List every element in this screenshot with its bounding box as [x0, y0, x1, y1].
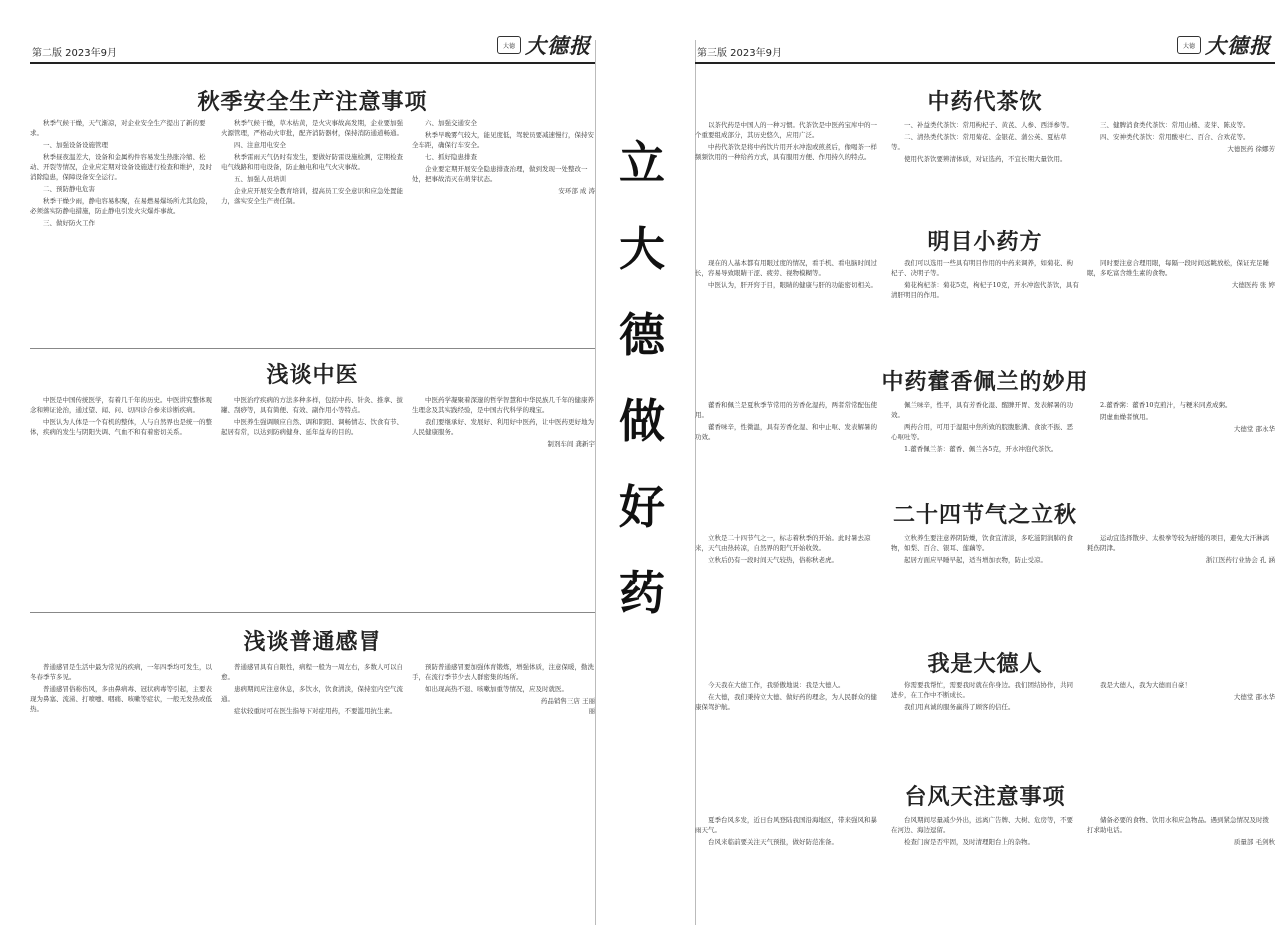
- left-page-header: [30, 34, 595, 64]
- slogan-char: 立: [619, 136, 665, 190]
- brand-logo-icon: 大德: [1177, 36, 1201, 54]
- left-page: [30, 34, 595, 925]
- slogan-char: 好: [619, 480, 665, 534]
- page-info: 第三版 2023年9月: [697, 48, 782, 59]
- article-column: [695, 815, 883, 920]
- paragraph: 普通感冒具有自限性，病程一般为一周左右，多数人可以自愈。: [221, 663, 403, 681]
- paragraph: 二、清热类代茶饮：常用菊花、金银花、蒲公英、夏枯草等。: [891, 133, 1067, 151]
- byline: 大德医药 徐娜芳: [1227, 145, 1275, 153]
- article-column: [695, 533, 883, 651]
- paragraph: 佩兰味辛，性平，具有芳香化湿、醒脾开胃、发表解暑的功效。: [891, 401, 1073, 419]
- paragraph: 你需要我帮忙，需要我时就在你身边。我们团结协作，共同进步，在工作中不断成长。: [891, 681, 1073, 699]
- page-info: 第二版 2023年9月: [32, 48, 117, 59]
- article-body: [695, 815, 1275, 920]
- paragraph: 藿香味辛，性微温，具有芳香化湿、和中止呕、发表解暑的功效。: [695, 423, 877, 441]
- paragraph: 储备必要的食物、饮用水和应急物品。遇到紧急情况及时拨打求助电话。: [1087, 816, 1269, 834]
- paragraph: 同时要注意合理用眼，每隔一段时间远眺放松，保证充足睡眠，多吃富含维生素的食物。: [1087, 259, 1269, 277]
- byline: 丽: [588, 707, 595, 715]
- slogan-char: 德: [619, 308, 665, 362]
- paragraph: 四、注意用电安全: [234, 141, 286, 149]
- byline: 药品销售三店 王丽: [540, 697, 595, 705]
- slogan-char: 大: [619, 222, 665, 276]
- paragraph: 企业要定期开展安全隐患排查治理，做到发现一处整改一处，把事故消灭在萌芽状态。: [412, 165, 588, 183]
- right-page-header: [695, 34, 1275, 64]
- paragraph: 普通感冒是生活中最为常见的疾病，一年四季均可发生，以冬春季节多见。: [30, 663, 212, 681]
- center-slogan: [612, 120, 672, 636]
- paragraph: 普通感冒俗称伤风，多由鼻病毒、冠状病毒等引起，主要表现为鼻塞、流涕、打喷嚏、咽痛、咳嗽等症状，一般无发热或低热。: [30, 685, 212, 713]
- paragraph: 预防普通感冒要加强体育锻炼，增强体质，注意保暖，勤洗手，在流行季节少去人群密集的场所。: [412, 663, 594, 681]
- section-divider: [30, 612, 595, 613]
- article-body: [695, 533, 1275, 651]
- article-column: [30, 662, 213, 917]
- paragraph: 如出现高热不退、咳嗽加重等情况，应及时就医。: [425, 685, 568, 693]
- paragraph: 2.藿香粥：藿香10克煎汁，与粳米同煮成粥。: [1100, 401, 1232, 409]
- article-body: [695, 258, 1275, 368]
- brand-name: 大德报: [1205, 34, 1271, 58]
- paragraph: 秋季干燥少雨，静电容易积聚，在易燃易爆场所尤其危险，必须落实防静电措施，防止静电引发火灾爆炸事故。: [30, 197, 212, 215]
- paragraph: 1.藿香佩兰茶：藿香、佩兰各5克，开水冲泡代茶饮。: [904, 445, 1058, 453]
- article-column: [30, 395, 213, 640]
- article-title: 中药代茶饮: [927, 90, 1043, 115]
- article-column: [412, 662, 595, 917]
- paragraph: 患病期间应注意休息，多饮水，饮食清淡，保持室内空气流通。: [221, 685, 403, 703]
- paragraph: 三、做好防火工作: [43, 219, 95, 227]
- paragraph: 秋季早晚雾气较大，能见度低，驾驶员要减速慢行，保持安全车距，确保行车安全。: [412, 131, 594, 149]
- slogan-char: 药: [619, 566, 665, 620]
- paragraph: 秋季气候干燥，草木枯黄，是火灾事故高发期，企业要加强火源管理，严格动火审批，配齐消防器材，保持消防通道畅通。: [221, 119, 403, 137]
- paragraph: 一、加强设备设施管理: [43, 141, 108, 149]
- paragraph: 今天我在大德工作，我骄傲地说：我是大德人。: [708, 681, 845, 689]
- paragraph: 台风期间尽量减少外出，远离广告牌、大树、危房等，不要在河边、海边逗留。: [891, 816, 1073, 834]
- article-title: 明目小药方: [927, 230, 1043, 255]
- paragraph: 以茶代药是中国人的一种习惯。代茶饮是中医药宝库中的一个重要组成部分，其历史悠久，应用广泛。: [695, 121, 877, 139]
- paragraph: 秋季雷雨天气仍时有发生，要做好防雷设施检测，定期检查电气线路和用电设备，防止触电和电气火灾事故。: [221, 153, 403, 171]
- paragraph: 症状较重时可在医生指导下对症用药，不要滥用抗生素。: [234, 707, 397, 715]
- article-column: [1087, 680, 1275, 775]
- paragraph: 夏季台风多发，近日台风登陆我国沿海地区，带来强风和暴雨天气。: [695, 816, 877, 834]
- article-column: [412, 118, 595, 380]
- article-body: [30, 118, 595, 380]
- article-title: 二十四节气之立秋: [892, 503, 1077, 528]
- paragraph: 三、健脾消食类代茶饮：常用山楂、麦芽、陈皮等。: [1100, 121, 1250, 129]
- paragraph: 我们可以选用一些具有明目作用的中药来调养，如菊花、枸杞子、决明子等。: [891, 259, 1073, 277]
- paragraph: 立秋是二十四节气之一，标志着秋季的开始。此时暑去凉来，天气由热转凉，自然界的阳气开始收敛。: [695, 534, 871, 552]
- article-body: [695, 680, 1275, 775]
- paragraph: 五、加强人员培训: [234, 175, 286, 183]
- byline: 大德堂 邵永华: [1233, 425, 1275, 433]
- paragraph: 立秋养生要注意养阴防燥，饮食宜清淡，多吃滋阴润肺的食物，如梨、百合、银耳、莲藕等。: [891, 534, 1073, 552]
- article-column: [695, 258, 883, 368]
- article-column: [695, 680, 883, 775]
- article-column: [221, 118, 404, 380]
- byline: 制剂车间 龚新宇: [547, 440, 595, 448]
- article-column: [1087, 400, 1275, 500]
- newspaper-brand: [1177, 30, 1271, 60]
- paragraph: 两药合用，可用于湿阻中焦所致的脘腹胀满、食欲不振、恶心呕吐等。: [891, 423, 1073, 441]
- paragraph: 中医药学凝聚着深邃的哲学智慧和中华民族几千年的健康养生理念及其实践经验，是中国古代科学的瑰宝。: [412, 396, 594, 414]
- paragraph: 秋季气候干燥，天气渐凉，对企业安全生产提出了新的要求。: [30, 119, 206, 137]
- paragraph: 现在的人基本都有用眼过度的情况，看手机、看电脑时间过长，容易导致眼睛干涩、疲劳、视物模糊等。: [695, 259, 877, 277]
- byline: 大德医药 张 婷: [1231, 281, 1275, 289]
- article-title: 秋季安全生产注意事项: [197, 90, 428, 115]
- paragraph: 台风来临前要关注天气预报，做好防范准备。: [708, 838, 838, 846]
- left-page-edge: [595, 40, 596, 925]
- paragraph: 阴虚血燥者慎用。: [1100, 413, 1152, 421]
- article-title: 浅谈普通感冒: [243, 630, 382, 655]
- byline: 浙江医药行业协会 孔 涵: [1205, 556, 1275, 564]
- article-column: [695, 400, 883, 500]
- article-column: [891, 533, 1079, 651]
- newspaper-brand: [497, 30, 591, 60]
- paragraph: 秋季昼夜温差大，设备和金属构件容易发生热胀冷缩、松动、开裂等情况，企业应定期对设备设施进行检查和维护，及时消除隐患，保障设备安全运行。: [30, 153, 212, 181]
- article-column: [412, 395, 595, 640]
- paragraph: 中医养生强调顺应自然、调和阴阳、调畅情志、饮食有节、起居有常，以达到防病健身、延年益寿的目的。: [221, 418, 403, 436]
- paragraph: 我们要继承好、发展好、利用好中医药，让中医药更好地为人民健康服务。: [412, 418, 594, 436]
- paragraph: 企业应开展安全教育培训，提高员工安全意识和应急处置能力，落实安全生产责任制。: [221, 187, 403, 205]
- paragraph: 七、抓好隐患排查: [425, 153, 477, 161]
- paragraph: 中医认为人体是一个有机的整体，人与自然界也是统一的整体，疾病的发生与阴阳失调、气血不和有着密切关系。: [30, 418, 212, 436]
- byline: 大德堂 邵永华: [1233, 693, 1275, 701]
- right-page: [695, 34, 1275, 925]
- paragraph: 中药代茶饮是将中药饮片用开水冲泡或煎煮后，像喝茶一样频频饮用的一种给药方式，具有服用方便、作用持久的特点。: [695, 143, 877, 161]
- article-column: [1087, 258, 1275, 368]
- paragraph: 检查门窗是否牢固，及时清理阳台上的杂物。: [904, 838, 1034, 846]
- article-body: [30, 662, 595, 917]
- paragraph: 中医是中国传统医学，有着几千年的历史。中医讲究整体观念和辨证论治，通过望、闻、问、切四诊合参来诊断疾病。: [30, 396, 212, 414]
- article-column: [1087, 533, 1275, 651]
- article-title: 我是大德人: [927, 652, 1043, 677]
- article-column: [30, 118, 213, 380]
- paragraph: 二、预防静电危害: [43, 185, 95, 193]
- paragraph: 我是大德人，我为大德而自豪！: [1100, 681, 1191, 689]
- paragraph: 我们用真诚的服务赢得了顾客的信任。: [904, 703, 1015, 711]
- article-column: [221, 395, 404, 640]
- paragraph: 起居方面应早睡早起，适当增加衣物，防止受凉。: [904, 556, 1047, 564]
- paragraph: 使用代茶饮要辨清体质，对证选药，不宜长期大量饮用。: [904, 155, 1067, 163]
- article-title: 台风天注意事项: [904, 785, 1066, 810]
- byline: 质量部 毛剑秋: [1233, 838, 1275, 846]
- article-body: [695, 400, 1275, 500]
- paragraph: 中医认为，肝开窍于目，眼睛的健康与肝的功能密切相关。: [708, 281, 877, 289]
- section-divider: [30, 348, 595, 349]
- slogan-char: 做: [619, 394, 665, 448]
- article-column: [1087, 815, 1275, 920]
- article-column: [891, 815, 1079, 920]
- article-column: [891, 258, 1079, 368]
- paragraph: 六、加强交通安全: [425, 119, 477, 127]
- brand-name: 大德报: [525, 34, 591, 58]
- paragraph: 立秋后仍有一段时间天气较热，俗称秋老虎。: [708, 556, 838, 564]
- article-title: 中药藿香佩兰的妙用: [881, 370, 1089, 395]
- article-column: [221, 662, 404, 917]
- article-column: [891, 680, 1079, 775]
- paragraph: 四、安神类代茶饮：常用酸枣仁、百合、合欢花等。: [1100, 133, 1250, 141]
- article-title: 浅谈中医: [266, 363, 359, 388]
- article-column: [891, 400, 1079, 500]
- byline: 安环部 成 涛: [558, 187, 595, 195]
- paragraph: 运动宜选择散步、太极拳等较为舒缓的项目，避免大汗淋漓耗伤阴津。: [1087, 534, 1269, 552]
- paragraph: 在大德，我们秉持立大德、做好药的理念，为人民群众的健康保驾护航。: [695, 693, 877, 711]
- paragraph: 藿香和佩兰是夏秋季节常用的芳香化湿药，两者常常配伍使用。: [695, 401, 877, 419]
- brand-logo-icon: 大德: [497, 36, 521, 54]
- paragraph: 菊花枸杞茶：菊花5克，枸杞子10克，开水冲泡代茶饮，具有清肝明目的作用。: [891, 281, 1079, 299]
- paragraph: 中医治疗疾病的方法多种多样，包括中药、针灸、推拿、拔罐、刮痧等，具有简便、有效、副作用小等特点。: [221, 396, 403, 414]
- article-body: [30, 395, 595, 640]
- paragraph: 一、补益类代茶饮：常用枸杞子、黄芪、人参、西洋参等。: [904, 121, 1073, 129]
